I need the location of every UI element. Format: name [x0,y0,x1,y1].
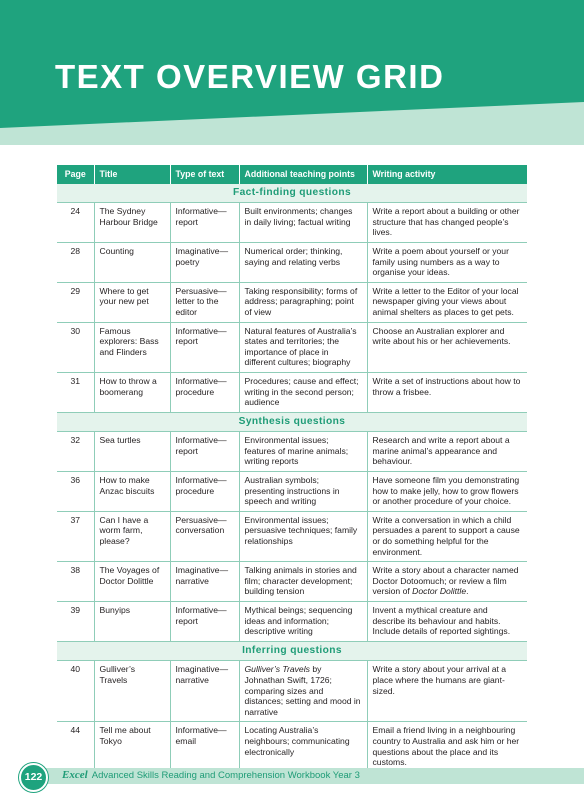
cell-type: Informative—email [170,722,239,772]
cell-type: Persuasive—conversation [170,511,239,561]
cell-title: Counting [94,242,170,282]
cell-page: 39 [57,602,94,642]
cell-title: The Sydney Harbour Bridge [94,203,170,243]
book-title: Gulliver’s Travels [244,664,310,675]
cell-page: 44 [57,722,94,772]
table-header-row [57,165,527,184]
table-row [57,242,527,282]
table-row [57,511,527,561]
cell-activity [367,562,527,602]
cell-points: Numerical order; thinking, saying and relating verbs [239,242,367,282]
cell-page: 30 [57,322,94,372]
table-row [57,661,527,722]
table-row [57,472,527,512]
cell-page: 40 [57,661,94,722]
page-title: TEXT OVERVIEW GRID [55,58,445,95]
cell-title: Bunyips [94,602,170,642]
cell-points: Taking responsibility; forms of address; paragraphing; point of view [239,282,367,322]
cell-points: Built environments; changes in daily living; factual writing [239,203,367,243]
cell-activity: Research and write a report about a marine animal’s appearance and behaviour. [367,432,527,472]
cell-type: Informative—report [170,203,239,243]
cell-points: Mythical beings; sequencing ideas and information; descriptive writing [239,602,367,642]
column-header-activity: Writing activity [367,165,527,184]
cell-title: How to make Anzac biscuits [94,472,170,512]
table-row [57,722,527,772]
cell-page: 36 [57,472,94,512]
cell-page: 37 [57,511,94,561]
cell-points: Environmental issues; features of marine animals; writing reports [239,432,367,472]
cell-activity: Choose an Australian explorer and write about his or her achievements. [367,322,527,372]
cell-page: 24 [57,203,94,243]
column-header-page: Page [57,165,94,184]
cell-title: How to throw a boomerang [94,372,170,412]
table-row [57,282,527,322]
cell-title: Can I have a worm farm, please? [94,511,170,561]
cell-points: Environmental issues; persuasive techniques; family relationships [239,511,367,561]
cell-title: Sea turtles [94,432,170,472]
cell-title: Where to get your new pet [94,282,170,322]
cell-type: Informative—procedure [170,372,239,412]
table-row [57,602,527,642]
cell-activity: Write a report about a building or other structure that has changed people’s lives. [367,203,527,243]
section-row [57,641,527,661]
cell-points [239,661,367,722]
cell-type: Persuasive—letter to the editor [170,282,239,322]
points-text: by Johnathan Swift, 1726; comparing sizes and distances; setting and mood in narrative [244,664,361,717]
cell-type: Informative—report [170,322,239,372]
cell-type: Imaginative—narrative [170,661,239,722]
cell-activity: Write a conversation in which a child persuades a parent to support a cause or do something helpful for the environment. [367,511,527,561]
text-overview-table [57,165,527,773]
cell-activity: Email a friend living in a neighbouring country to Australia and ask him or her questions about the place and its customs. [367,722,527,772]
column-header-title: Title [94,165,170,184]
cell-points: Australian symbols; presenting instructions in speech and writing [239,472,367,512]
film-title: Doctor Dolittle [412,586,467,597]
cell-activity: Invent a mythical creature and describe its behaviour and habits. Include details of reported sightings. [367,602,527,642]
cell-type: Imaginative—poetry [170,242,239,282]
footer-caption [62,769,360,781]
cell-page: 28 [57,242,94,282]
table-row [57,432,527,472]
cell-points: Talking animals in stories and film; character development; building tension [239,562,367,602]
book-title-footer: Advanced Skills Reading and Comprehension Workbook Year 3 [91,770,360,781]
cell-activity: Write a poem about yourself or your family using numbers as a way to organise your ideas. [367,242,527,282]
brand-logo: Excel [62,769,88,781]
column-header-type: Type of text [170,165,239,184]
cell-points: Procedures; cause and effect; writing in the second person; audience [239,372,367,412]
cell-page: 32 [57,432,94,472]
cell-title: Gulliver’s Travels [94,661,170,722]
table-row [57,372,527,412]
column-header-points: Additional teaching points [239,165,367,184]
table-row [57,562,527,602]
cell-points: Natural features of Australia’s states and territories; the importance of place in different cultures; biography [239,322,367,372]
page-number: 122 [19,763,48,792]
cell-activity: Have someone film you demonstrating how to make jelly, how to grow flowers or another procedure of your choice. [367,472,527,512]
cell-page: 31 [57,372,94,412]
table-row [57,203,527,243]
cell-activity: Write a set of instructions about how to throw a frisbee. [367,372,527,412]
section-heading: Inferring questions [57,641,527,661]
table-row [57,322,527,372]
activity-text-end: . [466,586,469,597]
cell-title: Famous explorers: Bass and Flinders [94,322,170,372]
cell-title: The Voyages of Doctor Dolittle [94,562,170,602]
cell-title: Tell me about Tokyo [94,722,170,772]
cell-type: Informative—report [170,602,239,642]
cell-activity: Write a story about your arrival at a place where the humans are giant-sized. [367,661,527,722]
cell-page: 38 [57,562,94,602]
cell-activity: Write a letter to the Editor of your local newspaper giving your views about animal shelters as places to get pets. [367,282,527,322]
cell-type: Informative—report [170,432,239,472]
cell-page: 29 [57,282,94,322]
cell-type: Imaginative—narrative [170,562,239,602]
section-heading: Fact-finding questions [57,184,527,203]
activity-text: Write a story about a character named Doctor Dotoomuch; or review a film version of [372,565,519,597]
overview-grid [57,165,527,773]
section-heading: Synthesis questions [57,412,527,432]
cell-type: Informative—procedure [170,472,239,512]
section-row [57,412,527,432]
section-row [57,184,527,203]
cell-points: Locating Australia’s neighbours; communicating electronically [239,722,367,772]
